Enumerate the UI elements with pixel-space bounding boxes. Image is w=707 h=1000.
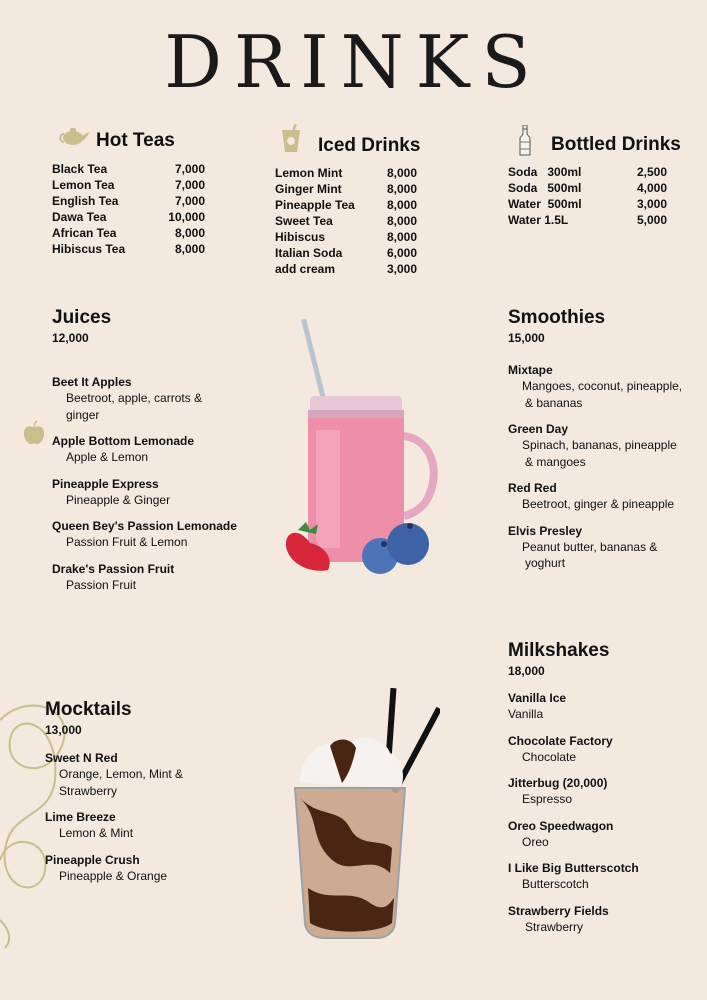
list-item: add cream 3,000 <box>275 262 417 276</box>
list-item: Lime Breeze Lemon & Mint <box>45 810 134 840</box>
list-item: Water 1.5L 5,000 <box>508 213 667 227</box>
list-item: Soda 500ml 4,000 <box>508 181 667 195</box>
smoothies-list <box>508 362 703 582</box>
list-item: Beet It Apples Beetroot, apple, carrots & ginger <box>52 375 203 422</box>
list-item: Dawa Tea 10,000 <box>52 210 205 224</box>
list-item: Jitterbug (20,000) Espresso <box>508 776 608 806</box>
bottled-drinks-list <box>508 164 667 228</box>
list-item: Soda 300ml 2,500 <box>508 165 667 179</box>
list-item: I Like Big Butterscotch Butterscotch <box>508 861 639 891</box>
bottled-drinks-title: Bottled Drinks <box>551 134 681 155</box>
list-item: Apple Bottom Lemonade Apple & Lemon <box>52 434 195 464</box>
milkshakes-title: Milkshakes <box>508 640 610 661</box>
list-item: Queen Bey's Passion Lemonade Passion Fruit & Lemon <box>52 519 237 549</box>
hot-teas-title: Hot Teas <box>96 130 175 151</box>
list-item: Hibiscus Tea 8,000 <box>52 242 205 256</box>
list-item: English Tea 7,000 <box>52 194 205 208</box>
list-item: Pineapple Tea 8,000 <box>275 198 417 212</box>
smoothies-title: Smoothies <box>508 307 606 328</box>
juices-list <box>52 374 262 603</box>
list-item: Pineapple Express Pineapple & Ginger <box>52 476 171 507</box>
mocktails-price: 13,000 <box>45 723 82 737</box>
list-item: Ginger Mint 8,000 <box>275 182 417 196</box>
smoothies-price: 15,000 <box>508 331 545 345</box>
milkshakes-list <box>508 690 698 945</box>
iced-drinks-title: Iced Drinks <box>318 135 421 156</box>
list-item: Green Day Spinach, bananas, pineapple & mangoes <box>508 422 677 469</box>
iced-cup-icon <box>279 124 303 154</box>
hot-teas-list <box>52 161 205 257</box>
list-item: Sweet N Red Orange, Lemon, Mint & Strawberry <box>45 751 184 798</box>
list-item: Strawberry Fields Strawberry <box>508 903 609 934</box>
list-item: Italian Soda 6,000 <box>275 246 417 260</box>
list-item: Oreo Speedwagon Oreo <box>508 818 614 849</box>
apple-icon <box>22 420 46 446</box>
list-item: Chocolate Factory Chocolate <box>508 733 613 764</box>
mocktails-title: Mocktails <box>45 699 132 720</box>
list-item: Pineapple Crush Pineapple & Orange <box>45 852 168 883</box>
list-item: African Tea 8,000 <box>52 226 205 240</box>
list-item: Drake's Passion Fruit Passion Fruit <box>52 561 175 592</box>
list-item: Mixtape Mangoes, coconut, pineapple, & bananas <box>508 363 683 410</box>
list-item: Lemon Tea 7,000 <box>52 178 205 192</box>
page-title: DRINKS <box>164 20 543 104</box>
juices-price: 12,000 <box>52 331 89 345</box>
smoothie-jar-image <box>280 318 445 578</box>
list-item: Water 500ml 3,000 <box>508 197 667 211</box>
juices-title: Juices <box>52 307 112 328</box>
mocktails-list <box>45 750 245 894</box>
milkshake-image <box>290 688 440 943</box>
list-item: Sweet Tea 8,000 <box>275 214 417 228</box>
iced-drinks-list <box>275 165 417 277</box>
list-item: Vanilla Ice Vanilla <box>508 691 567 721</box>
milkshakes-price: 18,000 <box>508 664 545 678</box>
list-item: Lemon Mint 8,000 <box>275 166 417 180</box>
list-item: Black Tea 7,000 <box>52 162 205 176</box>
teapot-icon <box>58 124 90 148</box>
bottle-icon <box>518 125 532 157</box>
list-item: Hibiscus 8,000 <box>275 230 417 244</box>
list-item: Red Red Beetroot, ginger & pineapple <box>508 481 675 511</box>
list-item: Elvis Presley Peanut butter, bananas & yoghurt <box>508 523 658 570</box>
